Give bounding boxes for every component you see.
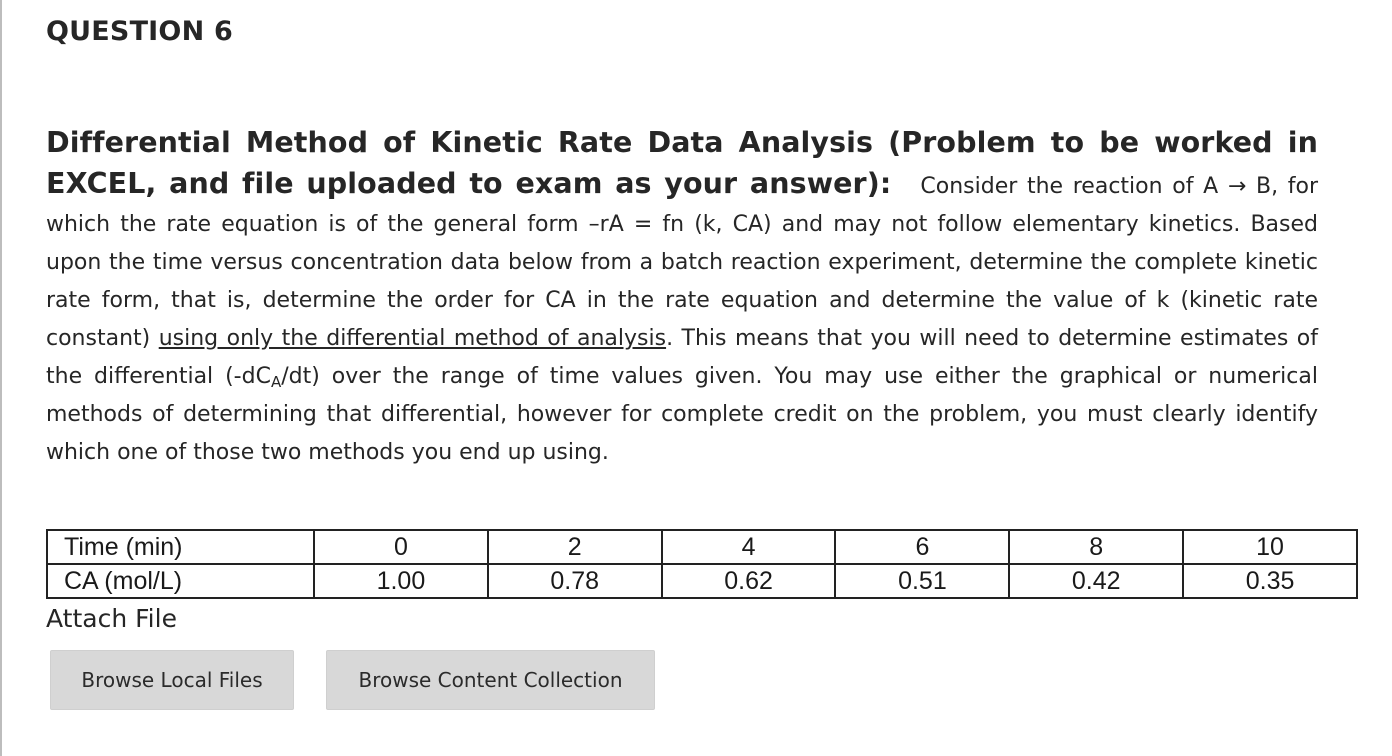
table-cell: 6 [835,530,1009,564]
subscript-a: A [270,373,282,391]
table-cell: 0.51 [835,564,1009,598]
attach-file-label: Attach File [46,604,177,633]
table-row-concentration [47,564,1357,598]
table-cell: 0.35 [1183,564,1357,598]
table-cell: 0.78 [488,564,662,598]
table-cell: 0.62 [662,564,836,598]
row-label-concentration: CA (mol/L) [47,564,314,598]
browse-content-collection-button[interactable]: Browse Content Collection [326,650,655,710]
question-body-part1: Consider the reaction of A → B, for which the rate equation is of the general form –rA = fn (k, CA) and may not follow elementary kinetics. Based upon the time versus concentration data below from a batch reaction experiment, determine the complete kinetic rate form, that is, determine the order for CA in the rate equation and determine the value of k (kinetic rate constant) [46,174,1318,351]
table-cell: 4 [662,530,836,564]
question-heading: Differential Method of Kinetic Rate Data Analysis (Problem to be worked in EXCEL, and file uploaded to exam as your answer): [46,126,1318,200]
left-border [0,0,2,756]
table-cell: 1.00 [314,564,488,598]
table-row-time [47,530,1357,564]
table-cell: 0 [314,530,488,564]
data-table [46,529,1358,599]
underlined-phrase: using only the differential method of analysis [158,326,667,351]
table-cell: 10 [1183,530,1357,564]
table-cell: 2 [488,530,662,564]
question-text [46,124,1318,472]
question-title: QUESTION 6 [46,16,233,47]
question-body-part3: /dt) over the range of time values given. You may use either the graphical or numerical methods of determining that differential, however for complete credit on the problem, you must clearly identify which one of those two methods you end up using. [46,364,1318,465]
table-cell: 8 [1009,530,1183,564]
table-cell: 0.42 [1009,564,1183,598]
row-label-time: Time (min) [47,530,314,564]
question-body-part2: . This means that you will need to determine estimates of the differential (-dC [46,326,1318,389]
browse-local-files-button[interactable]: Browse Local Files [50,650,294,710]
